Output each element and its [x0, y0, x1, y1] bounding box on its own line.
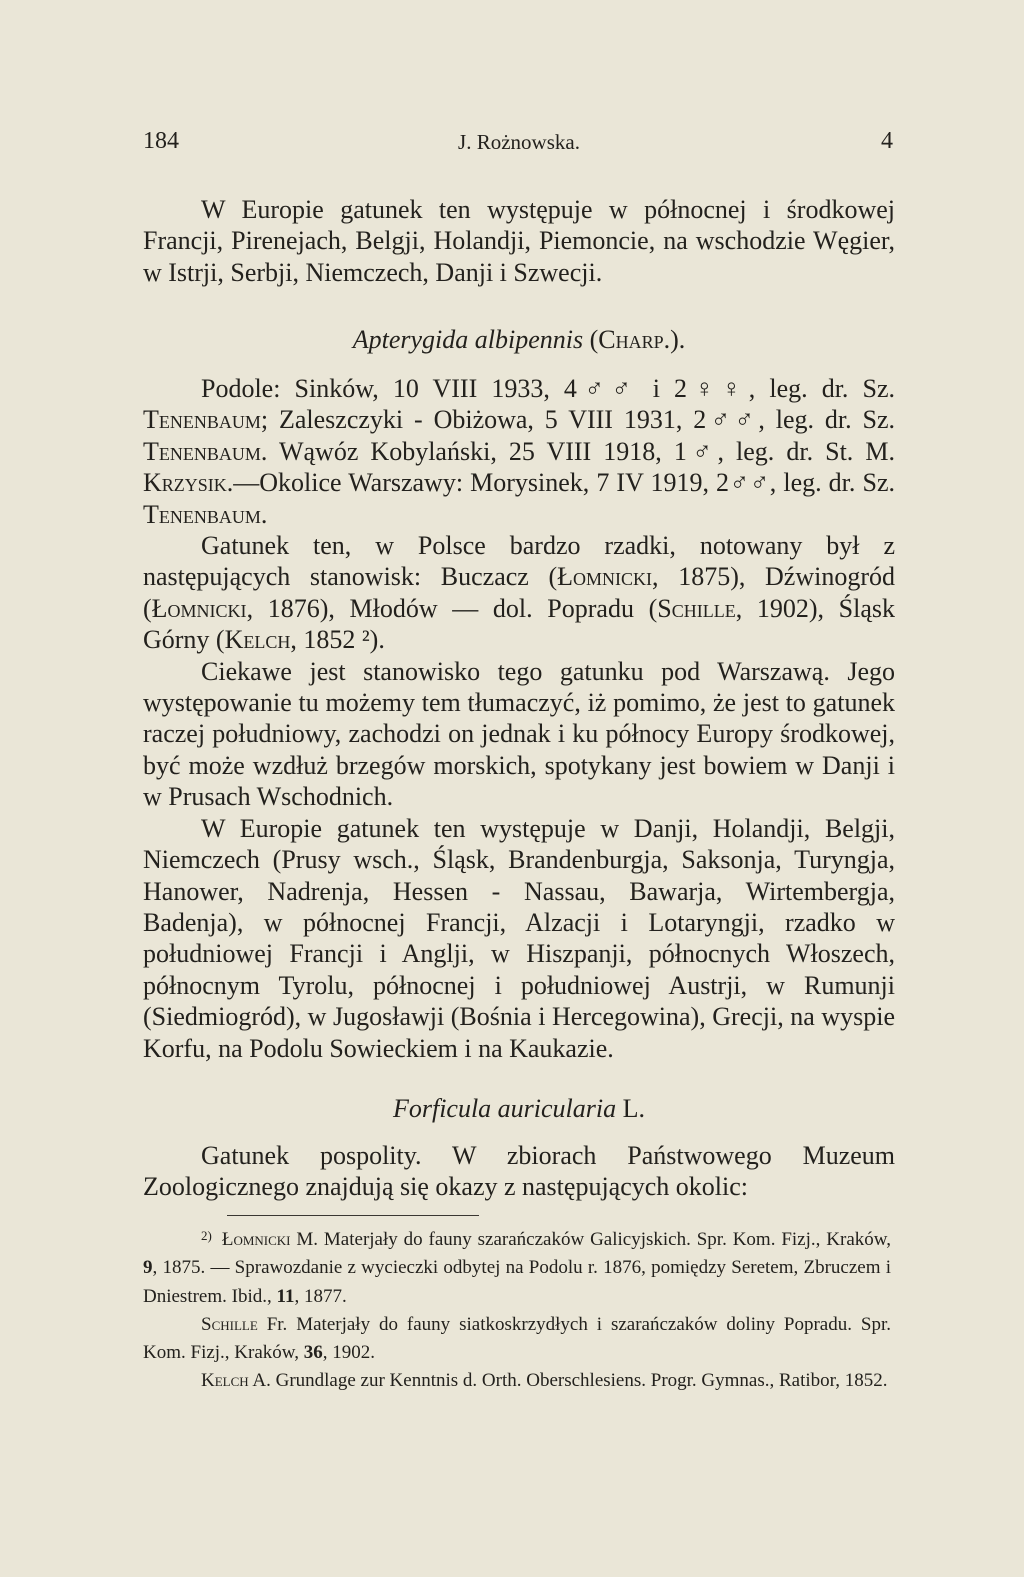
body-block-3 [143, 1140, 895, 1203]
footnote-rule [227, 1215, 479, 1216]
paragraph-distribution-2: W Europie gatunek ten występuje w Danji, Holandji, Belgji, Niemczech (Prusy wsch., Śląsk, Brandenburgja, Saksonja, Turyngja, Hanower, Nadrenja, Hessen - Nassau, Bawarja, Wirtembergja, Badenja), w północnej Francji, Alzacji i Lotaryngji, rzadko w południowej Francji i Anglji, w Hiszpanji, północnych Włoszech, północnym Tyrolu, północnej i południowej Austrji, w Rumunji (Siedmiogród), w Jugosławji (Bośnia i Hercegowina), Grecji, na wyspie Korfu, na Podolu Sowieckiem i na Kaukazie. [143, 813, 895, 1063]
species-heading-forficula [143, 1094, 895, 1124]
footnote-schille: Schille Fr. Materjały do fauny siatkoskrzydłych i szarańczaków doliny Popradu. Spr. Kom. Fizj., Kraków, 36, 1902. [143, 1313, 891, 1364]
page-number: 184 [143, 128, 179, 154]
paragraph-distribution-1: W Europie gatunek ten występuje w północnej i środkowej Francji, Pirenejach, Belgji, Holandji, Piemoncie, na wschodzie Węgier, w Istrji, Serbji, Niemczech, Danji i Szwecji. [143, 195, 895, 287]
species-author: L. [616, 1094, 646, 1123]
section-number: 4 [881, 128, 893, 154]
paragraph-warsaw: Ciekawe jest stanowisko tego gatunku pod Warszawą. Jego występowanie tu możemy tem tłumaczyć, iż pomimo, że jest to gatunek raczej południowy, zachodzi on jednak i ku północy Europy środkowej, być może wzdłuż brzegów morskich, spotykany jest bowiem w Danji i w Prusach Wschodnich. [143, 656, 895, 812]
footnote-lomnicki: $^{2)}$ Łomnicki M. Materjały do fauny szarańczaków Galicyjskich. Spr. Kom. Fizj., Kraków, 9, 1875. — Sprawozdanie z wycieczki odbytej na Podolu r. 1876, pomiędzy Seretem, Zbruczem i Dniestrem. Ibid., 11, 1877. [143, 1228, 891, 1307]
paragraph-localities: Podole: Sinków, 10 VIII 1933, 4♂♂ i 2♀♀, leg. dr. Sz. Tenenbaum; Zaleszczyki - Obiżowa, 5 VIII 1931, 2♂♂, leg. dr. Sz. Tenenbaum. Wąwóz Kobylański, 25 VIII 1918, 1♂, leg. dr. St. M. Krzysik.—Okolice Warszawy: Morysinek, 7 IV 1919, 2♂♂, leg. dr. Sz. Tenenbaum. [143, 374, 895, 529]
footnotes [143, 1222, 891, 1396]
body-block-2 [143, 373, 895, 1064]
paragraph-common: Gatunek pospolity. W zbiorach Państwowego Muzeum Zoologicznego znajdują się okazy z następujących okolic: [143, 1141, 895, 1202]
species-author: Charp. [598, 325, 671, 354]
paragraph-poland-records: Gatunek ten, w Polsce bardzo rzadki, notowany był z następujących stanowisk: Buczacz (Łomnicki, 1875), Dźwinogród (Łomnicki, 1876), Młodów — dol. Popradu (Schille, 1902), Śląsk Górny (Kelch, 1852 ²). [143, 531, 895, 655]
running-header [143, 128, 895, 162]
species-name: Forficula auricularia [392, 1094, 617, 1123]
footnote-kelch: Kelch A. Grundlage zur Kenntnis d. Orth. Oberschlesiens. Progr. Gymnas., Ratibor, 1852. [201, 1370, 888, 1392]
species-heading-apterygida: Apterygida albipennis (Charp.). [352, 325, 686, 354]
running-title: J. Rożnowska. [458, 130, 580, 154]
body-block-1 [143, 194, 895, 288]
species-name: Apterygida albipennis [352, 325, 584, 354]
